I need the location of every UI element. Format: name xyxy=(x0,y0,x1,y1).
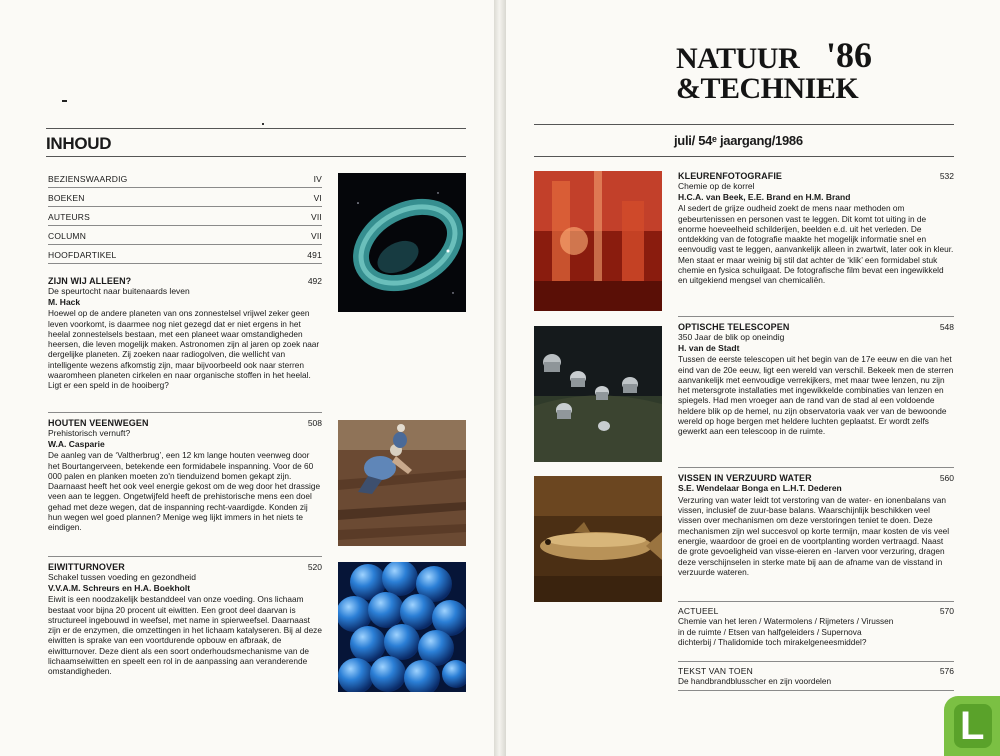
toc-label: BEZIENSWAARDIG xyxy=(48,174,128,184)
toc-divider xyxy=(48,244,322,245)
history-summary: De handbrandblusscher en zijn voordelen xyxy=(678,676,832,687)
article-author: V.V.A.M. Schreurs en H.A. Boekholt xyxy=(48,582,191,593)
article-subtitle: De speurtocht naar buitenaards leven xyxy=(48,286,190,297)
history-title: TEKST VAN TOEN xyxy=(678,666,753,676)
news-entry[interactable] xyxy=(678,606,954,647)
masthead-year: '86 xyxy=(826,35,873,75)
article-divider xyxy=(48,556,322,557)
article-subtitle: Prehistorisch vernuft? xyxy=(48,428,131,439)
toc-page: VII xyxy=(311,212,322,222)
heading-underline xyxy=(46,156,466,157)
article-entry[interactable] xyxy=(678,322,954,437)
article-author: S.E. Wendelaar Bonga en L.H.T. Dederen xyxy=(678,483,842,494)
masthead-rule xyxy=(534,124,954,125)
history-entry[interactable] xyxy=(678,666,954,687)
protein-model-photo xyxy=(338,562,466,692)
article-entry[interactable] xyxy=(678,473,954,577)
book-spine xyxy=(494,0,506,756)
article-divider xyxy=(678,690,954,691)
article-entry[interactable] xyxy=(678,171,954,286)
article-summary: Al sedert de grijze oudheid zoekt de mens naar methoden om gebeurtenissen en personen vast te leggen. Dit komt tot uiting in de enorme hoeveelheid schilderijen, beelden e.d. uit het verleden. De ontdekking van de fotografie maakte het mogelijk informatie snel en eenvoudig vast te leggen, aanvankelijk alleen in zwartwit, later ook in kleur. Men staat er maar weinig bij stil dat achter de ‘klik’ een formidabel stuk chemie en fysica schuilgaat. De fotografische film bevat een ingewikkeld en uitgekiend mengsel van chemicaliën. xyxy=(678,203,954,286)
toc-label: COLUMN xyxy=(48,231,87,241)
article-page: 520 xyxy=(307,562,322,572)
history-page: 576 xyxy=(939,666,954,676)
article-author: H.C.A. van Beek, E.E. Brand en H.M. Brand xyxy=(678,191,851,202)
article-subtitle: Schakel tussen voeding en gezondheid xyxy=(48,572,196,583)
article-entry[interactable] xyxy=(48,562,322,677)
article-summary: Tussen de eerste telescopen uit het begin van de 17e eeuw en die van het eind van de 20e eeuw, ligt een wereld van verschil. Bekeek men de sterren aanvankelijk met eenvoudige verrekijkers, met maar twee lenzen, nu zijn het metersgrote installaties met ingewikkelde combinaties van lenzen en spiegels. Had men vroeger aan de rand van de stad al een voldoende heldere blik op de hemel, nu zijn observatoria vaak ver van de bewoonde wereld op hoge bergen met heldere luchten geplaatst. Er wordt zelfs gewerkt aan een telescoop in de ruimte. xyxy=(678,354,954,437)
masthead-natuur: NATUUR xyxy=(676,42,800,75)
article-title: OPTISCHE TELESCOPEN xyxy=(678,322,790,332)
toc-divider xyxy=(48,187,322,188)
left-page xyxy=(0,0,494,756)
fish-photo xyxy=(534,476,662,602)
issue-underline xyxy=(534,156,954,157)
article-entry[interactable] xyxy=(48,418,322,533)
toc-page: VI xyxy=(313,193,322,203)
masthead-techniek: &TECHNIEK xyxy=(676,72,859,105)
excavation-photo xyxy=(338,420,466,546)
article-author: H. van de Stadt xyxy=(678,342,740,353)
watermark-badge xyxy=(944,696,1000,756)
heading-rule xyxy=(46,128,466,129)
watermark-letter: L xyxy=(960,704,985,748)
observatory-photo xyxy=(534,326,662,462)
article-page: 492 xyxy=(307,276,322,286)
article-summary: Hoewel op de andere planeten van ons zonnestelsel vrijwel zeker geen leven voorkomt, is daarmee nog niet gezegd dat er niet ergens in het heelal zonnestelsels bestaan, met een planeet waar omstandigheden heersen, die leven mogelijk maken. Astronomen zijn al jaren op zoek naar dergelijke planeten. Zij zoeken naar radiogolven, die wellicht van intelligente wezens afkomstig zijn, maar bijvoorbeeld ook naar sterren waaromheen planeten cirkelen en naar organische stoffen in het heelal. Ligt er een speld in de hooiberg? xyxy=(48,308,320,391)
article-summary: De aanleg van de ‘Valtherbrug’, een 12 km lange houten veenweg door het Bourtangerveen, betekende een formidabele inspanning. Voor de 60 000 palen en planken moeten zo'n tienduizend bomen gekapt zijn. Daarnaast heeft het ook veel energie gekost om de weg door het drassige veen aan te leggen. Ongetwijfeld heeft de prehistorische mens een doel gehad met deze wegen, dat de inspanning recht-vaardigde. Konden zij hun wegen wel goed plannen? Menige weg lijkt immers in het niets te eindigen. xyxy=(48,450,321,533)
toc-label: HOOFDARTIKEL xyxy=(48,250,117,260)
article-title: KLEURENFOTOGRAFIE xyxy=(678,171,783,181)
article-subtitle: Chemie op de korrel xyxy=(678,181,755,192)
page-speck xyxy=(62,100,67,102)
article-title: HOUTEN VEENWEGEN xyxy=(48,418,149,428)
article-divider xyxy=(678,661,954,662)
article-divider xyxy=(678,467,954,468)
article-title: ZIJN WIJ ALLEEN? xyxy=(48,276,132,286)
issue-line: juli/ 54ᵉ jaargang/1986 xyxy=(674,133,803,148)
article-divider xyxy=(678,316,954,317)
article-author: W.A. Casparie xyxy=(48,438,105,449)
article-title: VISSEN IN VERZUURD WATER xyxy=(678,473,812,483)
article-author: M. Hack xyxy=(48,296,81,307)
toc-label: AUTEURS xyxy=(48,212,91,222)
article-divider xyxy=(678,601,954,602)
article-page: 508 xyxy=(307,418,322,428)
article-summary: Verzuring van water leidt tot verstoring van de water- en ionenbalans van vissen, inclusief de zuur-base balans. Waarschijnlijk beschikken veel vissen over mechanismen om deze verstoringen teniet te doen. Deze mechanismen zijn wel succesvol op korte termijn, maar kosten de vis veel energie, waardoor de groei en de voortplanting worden vertraagd. Naast de grote gevoeligheid van visse-eieren en -larven voor verzuring, dragen deze verschijnselen in sterke mate bij aan de afname van de visstand in verzuurde wateren. xyxy=(678,494,950,577)
article-subtitle: 350 Jaar de blik op oneindig xyxy=(678,332,785,343)
article-summary: Eiwit is een noodzakelijk bestanddeel van onze voeding. Ons lichaam bestaat voor bijna 20 procent uit eiwitten. Een groot deel daarvan is structureel ingebouwd in weefsel, met name in spierweefsel. Daarnaast zijn er de enzymen, die omzettingen in het lichaam katalyseren. Bij al deze eiwitten is sprake van een voortdurende opbouw en afbraak, de eiwitturnover. Deze dient als een soort onderhoudsmechanisme van de lichaamseiwitten en speelt een rol in de aanpassing aan veranderende omstandigheden. xyxy=(48,594,322,677)
page-speck xyxy=(262,123,264,125)
news-title: ACTUEEL xyxy=(678,606,719,616)
article-page: 548 xyxy=(939,322,954,332)
article-entry[interactable] xyxy=(48,276,322,391)
toc-divider xyxy=(48,206,322,207)
masthead xyxy=(676,36,916,104)
toc-divider xyxy=(48,263,322,264)
toc-page: VII xyxy=(311,231,322,241)
article-divider xyxy=(48,412,322,413)
lab-photo xyxy=(534,171,662,311)
contents-heading: INHOUD xyxy=(46,134,112,153)
toc-divider xyxy=(48,225,322,226)
toc-page: IV xyxy=(313,174,322,184)
news-summary: Chemie van het leren / Watermolens / Rijmeters / Virussen in de ruimte / Etsen van halfgeleiders / Supernova dichterbij / Thalidomide toch mirakelgeneesmiddel? xyxy=(678,616,894,647)
article-title: EIWITTURNOVER xyxy=(48,562,125,572)
article-page: 532 xyxy=(939,171,954,181)
article-page: 560 xyxy=(939,473,954,483)
galaxy-photo xyxy=(338,173,466,312)
news-page: 570 xyxy=(939,606,954,616)
right-page xyxy=(506,0,1000,756)
toc-label: BOEKEN xyxy=(48,193,85,203)
toc-page: 491 xyxy=(307,250,322,260)
